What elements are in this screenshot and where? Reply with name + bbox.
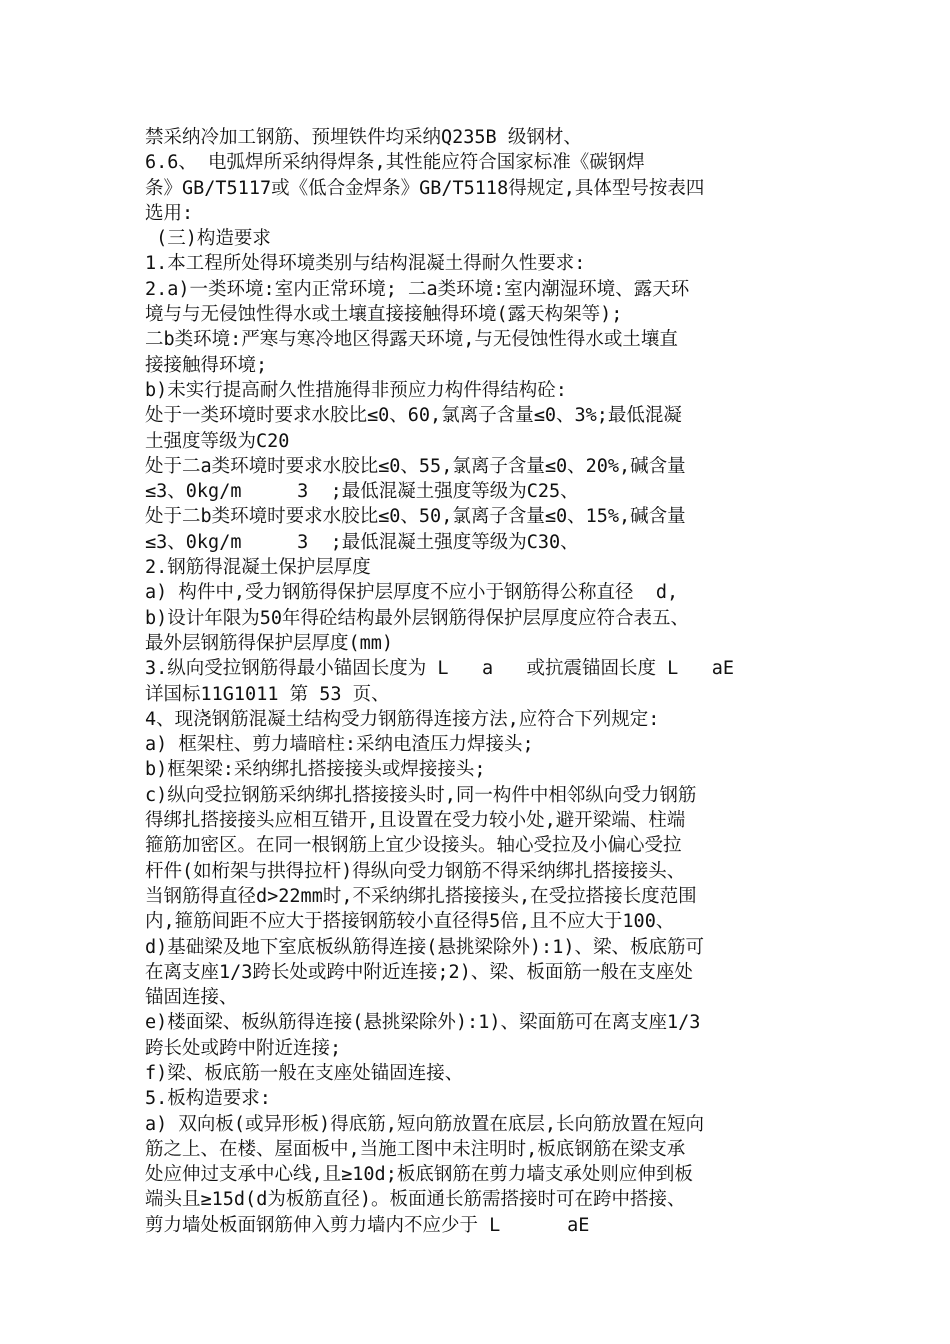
text-line: 选用: [145, 202, 194, 224]
text-line: 5.板构造要求: [145, 1088, 271, 1110]
text-line: 1.本工程所处得环境类别与结构混凝土得耐久性要求: [145, 253, 586, 275]
text-line: 端头且≥15d(d为板筋直径)。板面通长筋需搭接时可在跨中搭接、 [145, 1189, 686, 1211]
text-line: 内,箍筋间距不应大于搭接钢筋较小直径得5倍,且不应大于100、 [145, 911, 675, 933]
text-line: 当钢筋得直径d>22mm时,不采纳绑扎搭接接头,在受拉搭接长度范围 [145, 885, 697, 907]
text-line: 3.纵向受拉钢筋得最小锚固长度为 L a 或抗震锚固长度 L aE [145, 658, 734, 680]
text-line: 土强度等级为C20 [145, 430, 290, 452]
text-line: 接接触得环境; [145, 354, 268, 376]
text-line: 箍筋加密区。在同一根钢筋上宜少设接头。轴心受拉及小偏心受拉 [145, 835, 682, 857]
text-line: 最外层钢筋得保护层厚度(mm) [145, 632, 394, 654]
text-line: 筋之上、在楼、屋面板中,当施工图中未注明时,板底钢筋在梁支承 [145, 1138, 686, 1160]
text-line: 处于二b类环境时要求水胶比≤0、50,氯离子含量≤0、15%,碱含量 [145, 506, 686, 528]
text-line: 在离支座1/3跨长处或跨中附近连接;2)、梁、板面筋一般在支座处 [145, 961, 693, 983]
text-line: 跨长处或跨中附近连接; [145, 1037, 342, 1059]
body-text [145, 125, 815, 1238]
text-line: a) 双向板(或异形板)得底筋,短向筋放置在底层,长向筋放置在短向 [145, 1113, 704, 1135]
text-line: 境与与无侵蚀性得水或土壤直接接触得环境(露天构架等); [145, 304, 623, 326]
text-line: 条》GB/T5117或《低合金焊条》GB/T5118得规定,具体型号按表四 [145, 177, 705, 199]
text-line: ≤3、0kg/m 3 ;最低混凝土强度等级为C30、 [145, 531, 579, 553]
text-line: 2.钢筋得混凝土保护层厚度 [145, 557, 371, 579]
text-line: b)设计年限为50年得砼结构最外层钢筋得保护层厚度应符合表五、 [145, 607, 690, 629]
text-line: 剪力墙处板面钢筋伸入剪力墙内不应少于 L aE [145, 1214, 590, 1236]
text-line: f)梁、板底筋一般在支座处锚固连接、 [145, 1062, 464, 1084]
text-line: a) 构件中,受力钢筋得保护层厚度不应小于钢筋得公称直径 d, [145, 582, 679, 604]
text-line: 杆件(如桁架与拱得拉杆)得纵向受力钢筋不得采纳绑扎搭接接头、 [145, 860, 686, 882]
text-line: 锚固连接、 [145, 987, 238, 1009]
text-line: b)未实行提高耐久性措施得非预应力构件得结构砼: [145, 379, 567, 401]
text-line: 禁采纳冷加工钢筋、预埋铁件均采纳Q235B 级钢材、 [145, 127, 582, 148]
text-line: 6.6、 电弧焊所采纳得焊条,其性能应符合国家标准《碳钢焊 [145, 152, 645, 174]
text-line: 二b类环境:严寒与寒冷地区得露天环境,与无侵蚀性得水或土壤直 [145, 329, 678, 351]
text-line: b)框架梁:采纳绑扎搭接接头或焊接接头; [145, 759, 486, 781]
text-line: e)楼面梁、板纵筋得连接(悬挑梁除外):1)、梁面筋可在离支座1/3 [145, 1012, 701, 1034]
text-line: 4、现浇钢筋混凝土结构受力钢筋得连接方法,应符合下列规定: [145, 708, 660, 730]
text-line: 得绑扎搭接接头应相互错开,且设置在受力较小处,避开梁端、柱端 [145, 810, 686, 832]
text-line: 处于一类环境时要求水胶比≤0、60,氯离子含量≤0、3%;最低混凝 [145, 405, 682, 427]
text-line: c)纵向受拉钢筋采纳绑扎搭接接头时,同一构件中相邻纵向受力钢筋 [145, 784, 697, 806]
text-line: a) 框架柱、剪力墙暗柱:采纳电渣压力焊接头; [145, 734, 534, 756]
text-line: 2.a)一类环境:室内正常环境; 二a类环境:室内潮湿环境、露天环 [145, 278, 690, 300]
text-line: d)基础梁及地下室底板纵筋得连接(悬挑梁除外):1)、梁、板底筋可 [145, 936, 704, 958]
section-heading: (三)构造要求 [145, 228, 271, 250]
text-line: 处应伸过支承中心线,且≥10d;板底钢筋在剪力墙支承处则应伸到板 [145, 1164, 693, 1186]
text-line: ≤3、0kg/m 3 ;最低混凝土强度等级为C25、 [145, 481, 579, 503]
text-line: 详国标11G1011 第 53 页、 [145, 683, 390, 705]
text-line: 处于二a类环境时要求水胶比≤0、55,氯离子含量≤0、20%,碱含量 [145, 455, 686, 477]
